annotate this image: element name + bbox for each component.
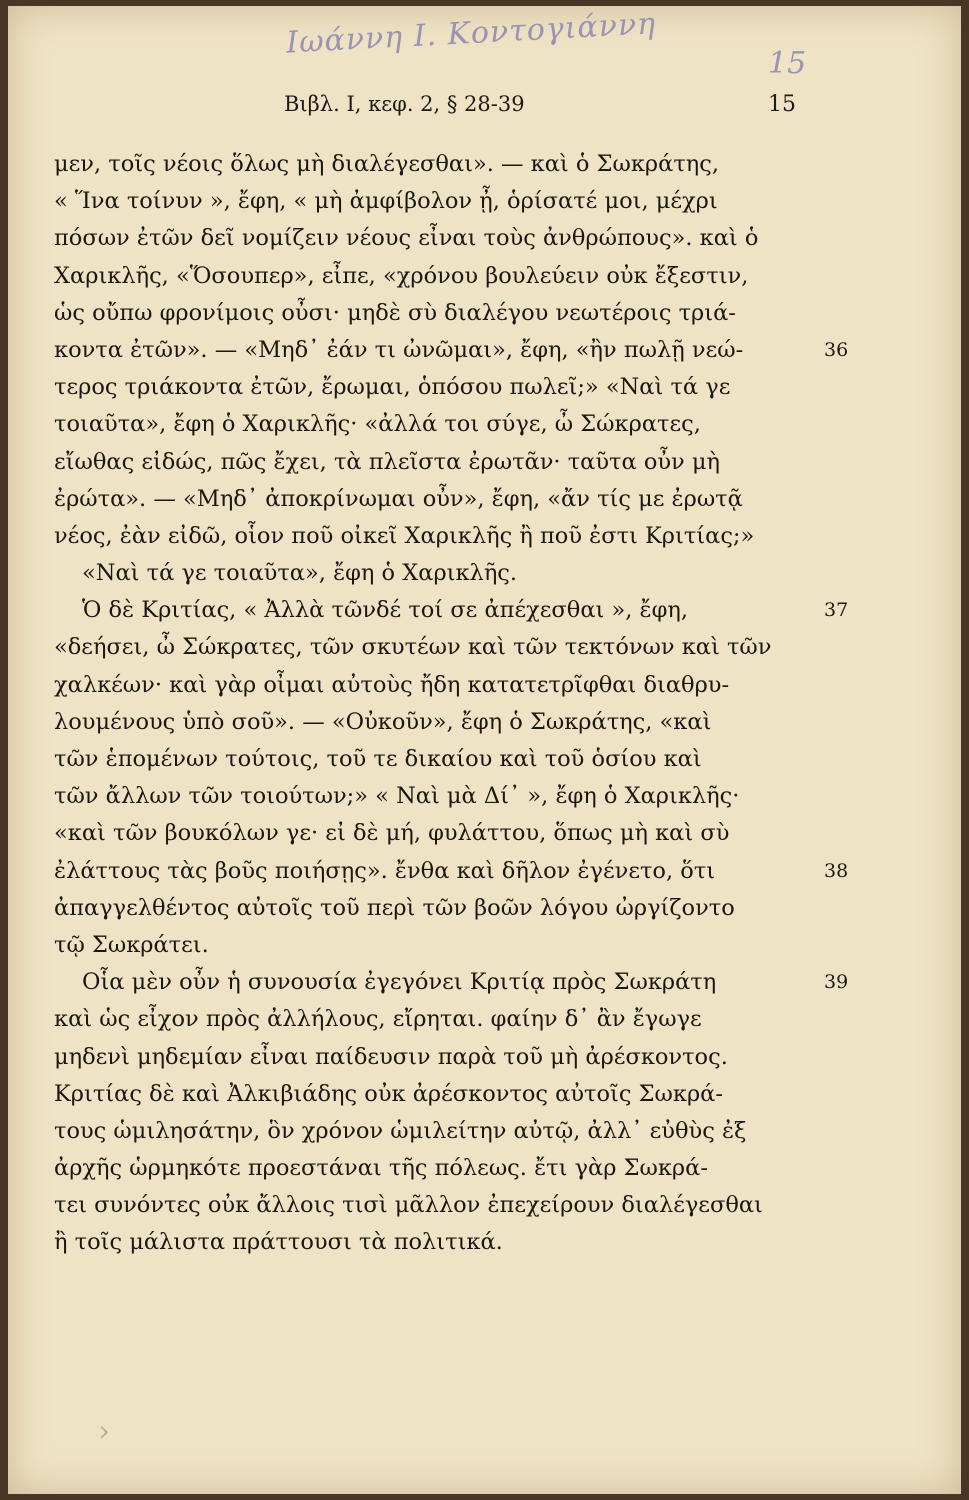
page-number: 15	[768, 92, 796, 117]
text-line: χαλκέων· καὶ γὰρ οἶμαι αὐτοὺς ἤδη κατατετρῖφθαι διαθρυ-	[54, 671, 730, 698]
section-number-37: 37	[824, 599, 849, 622]
handwritten-owner-name: Ιωάννη Ι. Κοντογιάννη	[285, 6, 657, 61]
body-text	[54, 146, 849, 1262]
text-line-with-section	[54, 332, 849, 369]
text-line: μεν, τοῖς νέοις ὅλως μὴ διαλέγεσθαι». — καὶ ὁ Σωκράτης,	[54, 151, 720, 177]
running-header: Βιβλ. Ι, κεφ. 2, § 28-39	[284, 92, 525, 116]
section-number-38: 38	[824, 859, 849, 882]
text-line-content: Ὁ δὲ Κριτίας, « Ἀλλὰ τῶνδέ τοί σε ἀπέχεσθαι », ἔφη,	[82, 597, 689, 624]
text-line: εἴωθας εἰδώς, πῶς ἔχει, τὰ πλεῖστα ἐρωτᾶν· ταῦτα οὖν μὴ	[54, 448, 720, 475]
text-line: μηδενὶ μηδεμίαν εἶναι παίδευσιν παρὰ τοῦ μὴ ἀρέσκοντος.	[54, 1043, 728, 1070]
text-line: πόσων ἐτῶν δεῖ νομίζειν νέους εἶναι τοὺς ἀνθρώπους». καὶ ὁ	[54, 225, 759, 252]
text-line: νέος, ἐὰν εἰδῶ, οἷον ποῦ οἰκεῖ Χαρικλῆς ἢ ποῦ ἐστι Κριτίας;»	[54, 522, 755, 549]
text-line: ἢ τοῖς μάλιστα πράττουσι τὰ πολιτικά.	[54, 1229, 503, 1256]
text-line: τῶν ἄλλων τῶν τοιούτων;» « Ναὶ μὰ Δί᾽ », ἔφη ὁ Χαρικλῆς·	[54, 783, 740, 810]
text-line: τους ὡμιλησάτην, ὃν χρόνον ὡμιλείτην αὐτῷ, ἀλλ᾽ εὐθὺς ἐξ	[54, 1117, 747, 1144]
handwritten-number: 15	[768, 46, 807, 81]
text-line: τοιαῦτα», ἔφη ὁ Χαρικλῆς· «ἀλλά τοι σύγε, ὦ Σώκρατες,	[54, 411, 701, 438]
book-page	[8, 6, 961, 1494]
text-line-content: κοντα ἐτῶν». — «Μηδ᾽ ἐάν τι ὠνῶμαι», ἔφη, «ἢν πωλῇ νεώ-	[54, 336, 744, 363]
text-line-content: ἐλάττους τὰς βοῦς ποιήσῃς». ἔνθα καὶ δῆλον ἐγένετο, ὅτι	[54, 857, 716, 884]
text-line: Κριτίας δὲ καὶ Ἀλκιβιάδης οὐκ ἀρέσκοντος αὐτοῖς Σωκρά-	[54, 1080, 723, 1107]
text-line: Χαρικλῆς, «Ὅσουπερ», εἶπε, «χρόνου βουλεύειν οὐκ ἔξεστιν,	[54, 262, 749, 289]
text-line: ὡς οὔπω φρονίμοις οὖσι· μηδὲ σὺ διαλέγου νεωτέροις τριά-	[54, 299, 736, 326]
text-line: καὶ ὡς εἶχον πρὸς ἀλλήλους, εἴρηται. φαίην δ᾽ ἂν ἔγωγε	[54, 1006, 702, 1033]
text-line: ἀπαγγελθέντος αὐτοῖς τοῦ περὶ τῶν βοῶν λόγου ὠργίζοντο	[54, 894, 735, 921]
text-line: τῶν ἑπομένων τούτοις, τοῦ τε δικαίου καὶ τοῦ ὁσίου καὶ	[54, 746, 702, 772]
text-line: τει συνόντες οὐκ ἄλλοις τισὶ μᾶλλον ἐπεχείρουν διαλέγεσθαι	[54, 1192, 763, 1219]
text-line: λουμένους ὑπὸ σοῦ». — «Οὐκοῦν», ἔφη ὁ Σωκράτης, «καὶ	[54, 708, 712, 735]
text-line: ἐρώτα». — «Μηδ᾽ ἀποκρίνωμαι οὖν», ἔφη, «ἄν τίς με ἐρωτᾷ	[54, 485, 743, 512]
text-line: τερος τριάκοντα ἐτῶν, ἔρωμαι, ὁπόσου πωλεῖ;» «Ναὶ τά γε	[54, 374, 731, 401]
text-line: «δεήσει, ὦ Σώκρατες, τῶν σκυτέων καὶ τῶν τεκτόνων καὶ τῶν	[54, 634, 772, 661]
text-line-with-section	[54, 853, 849, 890]
text-line-content: Οἷα μὲν οὖν ἡ συνουσία ἐγεγόνει Κριτίᾳ πρὸς Σωκράτη	[82, 969, 717, 996]
text-line-with-section	[54, 592, 849, 629]
text-line: τῷ Σωκράτει.	[54, 931, 209, 958]
text-line: « Ἵνα τοίνυν », ἔφη, « μὴ ἀμφίβολον ᾖ, ὁρίσατέ μοι, μέχρι	[54, 188, 718, 215]
section-number-36: 36	[824, 338, 849, 361]
pencil-mark-icon: ›	[98, 1414, 110, 1449]
text-line-with-section	[54, 964, 849, 1001]
text-line: «καὶ τῶν βουκόλων γε· εἰ δὲ μή, φυλάττου, ὅπως μὴ καὶ σὺ	[54, 820, 730, 847]
section-number-39: 39	[824, 971, 849, 994]
text-line: «Ναὶ τά γε τοιαῦτα», ἔφη ὁ Χαρικλῆς.	[82, 560, 518, 587]
text-line: ἀρχῆς ὡρμηκότε προεστάναι τῆς πόλεως. ἔτι γὰρ Σωκρά-	[54, 1155, 708, 1182]
